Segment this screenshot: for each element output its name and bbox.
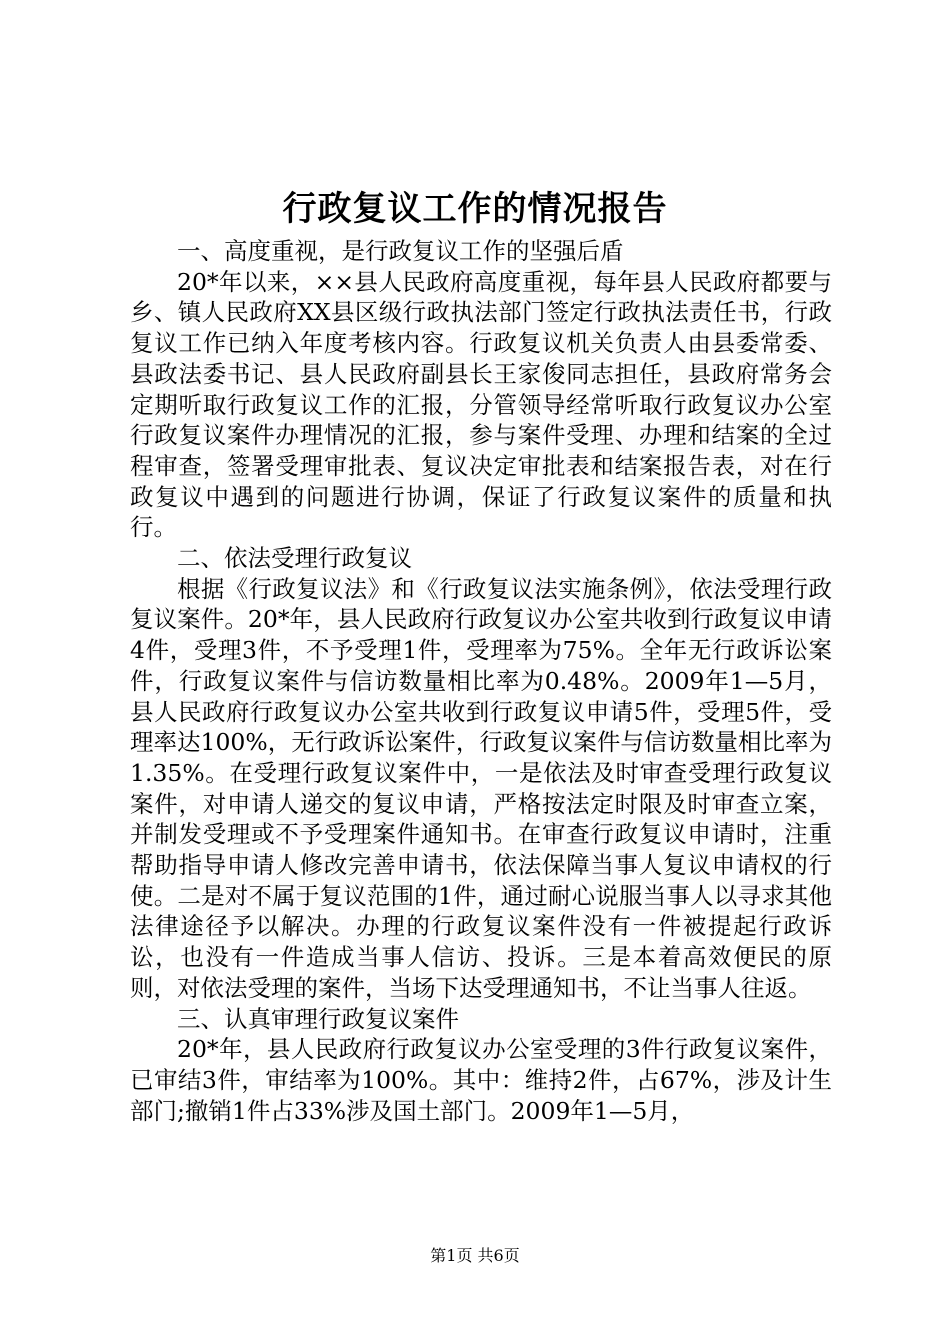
page-footer: 第1页 共6页 [430, 1246, 520, 1265]
paragraph-2: 根据《行政复议法》和《行政复议法实施条例》，依法受理行政复议案件。20*年，县人民政府行政复议办公室共收到行政复议申请4件，受理3件，不予受理1件，受理率为75%。全年无行政诉讼案件，行政复议案件与信访数量相比率为0.48%。2009年1—5月，县人民政府行政复议办公室共收到行政复议申请5件，受理5件，受理率达100%，无行政诉讼案件，行政复议案件与信访数量相比率为1.35%。在受理行政复议案件中，一是依法及时审查受理行政复议案件，对申请人递交的复议申请，严格按法定时限及时审查立案，并制发受理或不予受理案件通知书。在审查行政复议申请时，注重帮助指导申请人修改完善申请书，依法保障当事人复议申请权的行使。二是对不属于复议范围的1件，通过耐心说服当事人以寻求其他法律途径予以解决。办理的行政复议案件没有一件被提起行政诉讼，也没有一件造成当事人信访、投诉。三是本着高效便民的原则，对依法受理的案件，当场下达受理通知书，不让当事人往返。 [130, 574, 832, 1002]
paragraph-3: 20*年，县人民政府行政复议办公室受理的3件行政复议案件，已审结3件，审结率为100%。其中：维持2件，占67%，涉及计生部门;撤销1件占33%涉及国土部门。2009年1—5月， [130, 1035, 832, 1125]
section-heading-3: 三、认真审理行政复议案件 [177, 1004, 459, 1033]
section-heading-1: 一、高度重视，是行政复议工作的坚强后盾 [177, 237, 624, 265]
section-heading-2: 二、依法受理行政复议 [177, 544, 412, 573]
document-body [130, 236, 832, 1126]
document-title: 行政复议工作的情况报告 [282, 189, 668, 229]
paragraph-1: 20*年以来，××县人民政府高度重视，每年县人民政府都要与乡、镇人民政府XX县区级行政执法部门签定行政执法责任书，行政复议工作已纳入年度考核内容。行政复议机关负责人由县委常委、县政法委书记、县人民政府副县长王家俊同志担任，县政府常务会定期听取行政复议工作的汇报，分管领导经常听取行政复议办公室行政复议案件办理情况的汇报，参与案件受理、办理和结案的全过程审查，签署受理审批表、复议决定审批表和结案报告表，对在行政复议中遇到的问题进行协调，保证了行政复议案件的质量和执行。 [130, 267, 832, 542]
